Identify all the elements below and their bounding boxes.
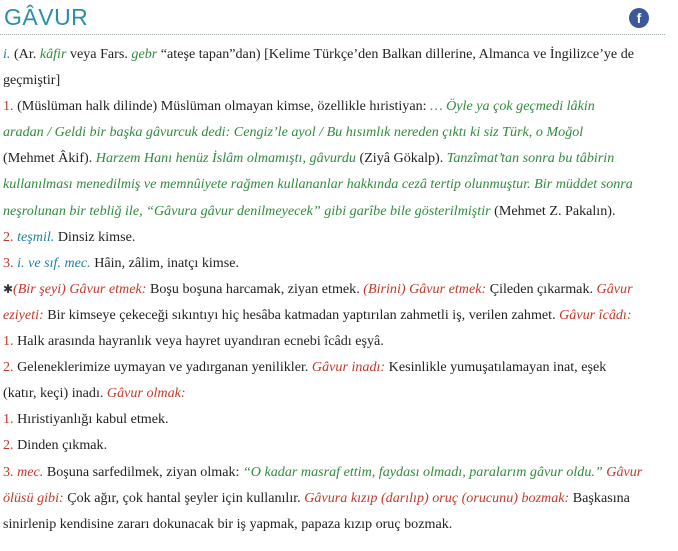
sense-1-cont bbox=[3, 198, 671, 224]
sense-1-cont bbox=[3, 171, 671, 197]
example-source: (Mehmet Z. Pakalın). bbox=[490, 202, 616, 219]
origin-abbr: i. bbox=[3, 46, 11, 62]
example-text: aradan / Geldi bir başka gâvurcuk dedi: Cengiz’le ayol / Bu hısımlık nereden çıktı ki siz Türk, o Moğol bbox=[3, 124, 584, 141]
example-text: “O kadar masraf ettim, faydası olmadı, paralarım gâvur oldu.” bbox=[242, 463, 603, 480]
persian-word: gebr bbox=[131, 46, 158, 62]
sense-1-cont bbox=[3, 145, 671, 171]
sense-2: 2. teşmil. Dinsiz kimse. bbox=[3, 228, 136, 245]
origin-line: i. (Ar. kâfir veya Fars. gebr “ateşe tapan”dan) [Kelime Türkçe’den Balkan dillerine, Almanca ve İngilizce’ye de bbox=[3, 46, 635, 62]
sense-number: 3. bbox=[3, 254, 14, 271]
idiom-phrase: Gâvur bbox=[606, 463, 643, 480]
idiom-phrase: Gâvura kızıp (darılıp) oruç (orucunu) bozmak: bbox=[304, 489, 570, 506]
sense-number: 1. bbox=[3, 411, 14, 428]
sense-number: 1. bbox=[3, 98, 14, 115]
idiom-line: sinirlenip kendisine zararı dokunacak bir iş yapmak, papaza kızıp oruç bozmak. bbox=[3, 515, 453, 532]
idiom-phrase: Gâvur olmak: bbox=[106, 385, 186, 402]
idiom-phrase: ölüsü gibi: bbox=[3, 489, 64, 506]
usage-abbr: teşmil. bbox=[17, 228, 55, 245]
idiom-line: 2. Geleneklerimize uymayan ve yadırganan yenilikler. Gâvur inadı: Kesinlikle yumuşatılamayan inat, eşek bbox=[3, 359, 607, 376]
example-source: (Ziyâ Gökalp). bbox=[355, 150, 447, 167]
idiom-line: ✱(Bir şeyi) Gâvur etmek: Boşu boşuna harcamak, ziyan etmek. (Birini) Gâvur etmek: Çileden çıkarmak. Gâvur bbox=[3, 276, 671, 302]
example-source: (Mehmet Âkif). bbox=[3, 150, 96, 167]
usage-abbr: i. ve sıf. mec. bbox=[17, 254, 91, 271]
idiom-line: 3. mec. Boşuna sarfedilmek, ziyan olmak: “O kadar masraf ettim, faydası olmadı, paralarım gâvur oldu.” Gâvur bbox=[3, 463, 643, 480]
entry-title: GÂVUR bbox=[4, 4, 89, 30]
idiom-phrase: (Birini) Gâvur etmek: bbox=[363, 280, 487, 297]
usage-abbr: mec. bbox=[17, 463, 44, 480]
sense-3: 3. i. ve sıf. mec. Hâin, zâlim, inatçı kimse. bbox=[3, 254, 240, 271]
idiom-line: 1. Hıristiyanlığı kabul etmek. bbox=[3, 411, 169, 428]
idiom-phrase: Gâvur bbox=[596, 280, 633, 297]
entry-body bbox=[3, 41, 671, 537]
idiom-phrase: eziyeti: bbox=[3, 306, 44, 323]
idiom-line: eziyeti: Bir kimseye çekeceği sıkıntıyı hiç hesâba katmadan yaptırılan zahmetli iş, verilen zahmet. Gâvur îcâdı: bbox=[3, 306, 632, 323]
idiom-phrase: Gâvur îcâdı: bbox=[559, 306, 632, 323]
sense-1: 1. (Müslüman halk dilinde) Müslüman olmayan kimse, özellikle hıristiyan: … Öyle ya çok geçmedi lâkin bbox=[3, 98, 595, 115]
idiom-line: 2. Dinden çıkmak. bbox=[3, 437, 108, 454]
sense-1-cont bbox=[3, 119, 671, 145]
example-text: neşrolunan bir tebliğ ile, “Gâvura gâvur denilmeyecek” gibi garîbe bile gösterilmiştir bbox=[3, 202, 491, 219]
idiom-line: ölüsü gibi: Çok ağır, çok hantal şeyler için kullanılır. Gâvura kızıp (darılıp) oruç (orucunu) bozmak: Başkasına bbox=[3, 489, 630, 506]
facebook-share-icon[interactable]: f bbox=[629, 8, 649, 28]
example-text: Tanzîmat’tan sonra bu tâbirin bbox=[446, 150, 615, 167]
star-icon: ✱ bbox=[3, 281, 14, 296]
title-divider bbox=[0, 34, 665, 35]
idiom-line: (katır, keçi) inadı. Gâvur olmak: bbox=[3, 385, 186, 402]
origin-line: geçmiştir] bbox=[3, 72, 61, 89]
sense-number: 3. bbox=[3, 463, 14, 480]
arabic-word: kâfir bbox=[39, 46, 67, 62]
sense-number: 2. bbox=[3, 437, 14, 454]
idiom-line: 1. Halk arasında hayranlık veya hayret uyandıran ecnebi îcâdı eşyâ. bbox=[3, 333, 384, 350]
idiom-phrase: Gâvur inadı: bbox=[311, 359, 386, 376]
example-text: Harzem Hanı henüz İslâm olmamıştı, gâvurdu bbox=[95, 150, 356, 167]
entry-header bbox=[0, 0, 678, 38]
sense-number: 2. bbox=[3, 228, 14, 245]
example-text: kullanılması menedilmiş ve memnûiyete rağmen kullananlar hakkında cezâ tertip olunmuştur. Bir müddet sonra bbox=[3, 176, 633, 193]
example-text: … Öyle ya çok geçmedi lâkin bbox=[430, 98, 595, 115]
sense-number: 1. bbox=[3, 333, 14, 350]
sense-number: 2. bbox=[3, 359, 14, 376]
idiom-phrase: (Bir şeyi) Gâvur etmek: bbox=[13, 280, 147, 297]
